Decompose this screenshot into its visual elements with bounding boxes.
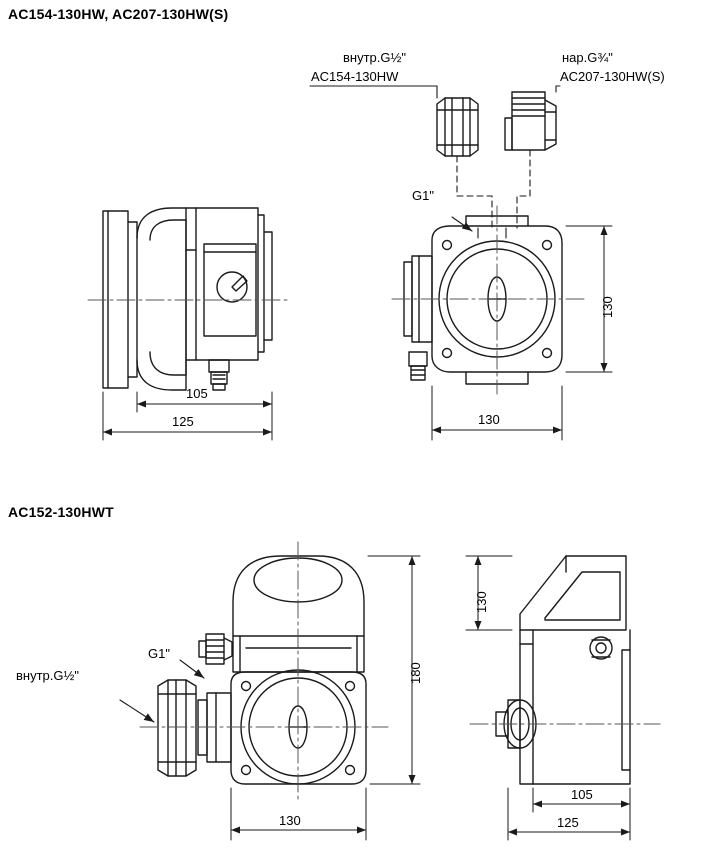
pump-front-view-ac152 [158, 556, 366, 784]
dimension-label-125: 125 [172, 414, 194, 429]
section-title-ac152: AC152-130HWT [8, 504, 114, 520]
dimension-label-105-side2: 105 [571, 787, 593, 802]
label-g1-port-2: G1" [148, 646, 170, 661]
label-model-ac207: AC207-130HW(S) [560, 69, 665, 84]
dimension-label-130-height: 130 [600, 296, 615, 318]
pump-side-view-ac154 [404, 216, 562, 384]
fitting-external-g34 [505, 92, 556, 150]
dimension-label-125-side2: 125 [557, 815, 579, 830]
pump-front-view-ac154 [103, 208, 272, 390]
leader-internal-fitting [310, 86, 437, 98]
section-title-ac154-ac207: AC154-130HW, AC207-130HW(S) [8, 6, 229, 22]
pump-side-view-ac152 [496, 556, 630, 784]
dimension-label-180: 180 [408, 662, 423, 684]
leader-internal-g12-2 [120, 700, 154, 722]
label-internal-thread-g12-2: внутр.G½" [16, 668, 79, 683]
label-external-thread-g34: нар.G¾" [562, 50, 613, 65]
dimension-label-130-width: 130 [478, 412, 500, 427]
dimension-125-side2 [508, 788, 630, 840]
dimension-label-130-front2: 130 [279, 813, 301, 828]
dimension-label-105: 105 [186, 386, 208, 401]
label-model-ac154: AC154-130HW [311, 69, 399, 84]
label-internal-thread-g12: внутр.G½" [343, 50, 406, 65]
fitting-internal-g12 [437, 98, 478, 156]
dimension-label-130-side2: 130 [474, 591, 489, 613]
label-g1-port-1: G1" [412, 188, 434, 203]
leader-g1-port-1 [452, 217, 472, 231]
dimension-130-side2 [466, 556, 512, 630]
leader-external-fitting [556, 86, 560, 92]
leader-g1-port-2 [180, 660, 204, 678]
